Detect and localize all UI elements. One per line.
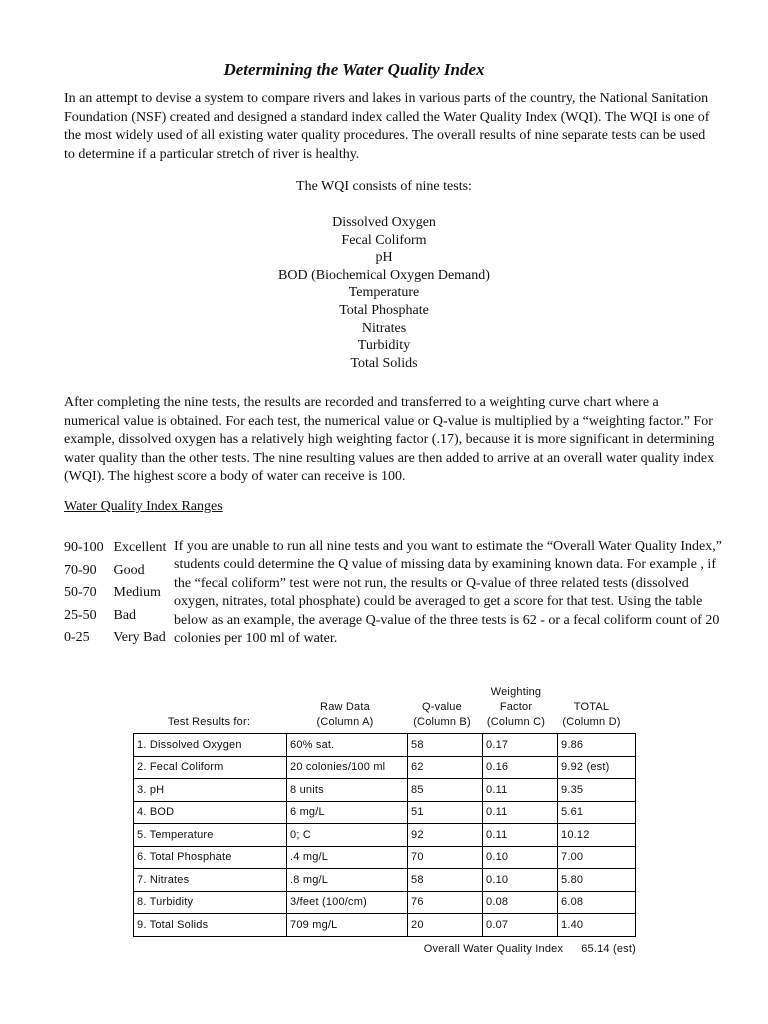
test-item: Turbidity bbox=[357, 338, 411, 354]
cell-test: 3. pH bbox=[134, 779, 287, 802]
range-label: Medium bbox=[113, 585, 161, 600]
estimate-paragraph: If you are unable to run all nine tests and you want to estimate the “Overall Water Quality Index,” students could determine the Q value of missing data by examining known data. For example , if the “fecal coliform” test were not run, the results or Q-value of three related tests (dissolved oxygen, nitrates, total phosphate) could be averaged to get a score for that test. Using the table below as an example, the average Q-value of the three tests is 62 - or a fecal coliform count of 20 colonies per 100 ml of water. bbox=[174, 539, 722, 647]
header-raw-column: (Column A) bbox=[316, 716, 374, 728]
tests-list bbox=[0, 214, 768, 372]
range-label: Good bbox=[113, 562, 145, 578]
cell-test: 5. Temperature bbox=[134, 824, 287, 847]
weighting-paragraph: After completing the nine tests, the results are recorded and transferred to a weighting curve chart where a numerical value is obtained. For each test, the numerical value or Q-value is multiplied by a “weighting factor.” For example, dissolved oxygen has a relatively high weighting factor (.17), because it is more significant in determining water quality than the other tests. The nine resulting values are then added to arrive at an overall water quality index (WQI). The highest score a body of water can receive is 100. bbox=[64, 395, 715, 484]
test-item: Total Solids bbox=[350, 355, 418, 371]
cell-weight: 0.16 bbox=[483, 756, 558, 779]
test-item: Fecal Coliform bbox=[341, 232, 427, 248]
cell-total: 6.08 bbox=[558, 891, 636, 914]
range-row bbox=[64, 608, 166, 631]
range-label: Very Bad bbox=[113, 630, 166, 645]
cell-raw: 709 mg/L bbox=[287, 914, 408, 937]
ranges-list bbox=[64, 540, 166, 653]
cell-raw: 6 mg/L bbox=[287, 801, 408, 824]
cell-weight: 0.07 bbox=[483, 914, 558, 937]
range-value: 70-90 bbox=[64, 562, 97, 578]
cell-weight: 0.17 bbox=[483, 734, 558, 757]
cell-weight: 0.08 bbox=[483, 891, 558, 914]
cell-weight: 0.10 bbox=[483, 869, 558, 892]
cell-q: 62 bbox=[408, 756, 483, 779]
test-item: pH bbox=[375, 250, 393, 266]
cell-q: 85 bbox=[408, 779, 483, 802]
range-label: Excellent bbox=[113, 540, 167, 555]
cell-q: 58 bbox=[408, 734, 483, 757]
cell-raw: .4 mg/L bbox=[287, 846, 408, 869]
range-row bbox=[64, 563, 166, 586]
cell-raw: 20 colonies/100 ml bbox=[287, 756, 408, 779]
cell-q: 76 bbox=[408, 891, 483, 914]
cell-weight: 0.11 bbox=[483, 779, 558, 802]
table-row bbox=[134, 824, 636, 847]
range-label: Bad bbox=[113, 607, 137, 623]
table-row bbox=[134, 734, 636, 757]
cell-weight: 0.11 bbox=[483, 801, 558, 824]
ranges-heading: Water Quality Index Ranges bbox=[64, 499, 223, 514]
table-row bbox=[134, 779, 636, 802]
test-item: Dissolved Oxygen bbox=[332, 215, 436, 230]
range-row bbox=[64, 585, 166, 608]
overall-label: Overall Water Quality Index bbox=[423, 943, 564, 955]
cell-total: 10.12 bbox=[558, 824, 636, 847]
test-item: Total Phosphate bbox=[339, 302, 429, 318]
range-row bbox=[64, 540, 166, 563]
header-weight-column: (Column C) bbox=[486, 716, 546, 728]
table-row bbox=[134, 891, 636, 914]
cell-weight: 0.11 bbox=[483, 824, 558, 847]
cell-test: 8. Turbidity bbox=[134, 891, 287, 914]
table-row bbox=[134, 801, 636, 824]
header-raw-title: Raw Data bbox=[320, 701, 370, 713]
cell-raw: .8 mg/L bbox=[287, 869, 408, 892]
header-total-column: (Column D) bbox=[562, 716, 621, 728]
tests-heading: The WQI consists of nine tests: bbox=[296, 179, 472, 194]
cell-q: 70 bbox=[408, 846, 483, 869]
test-item: Nitrates bbox=[361, 320, 407, 336]
range-value: 0-25 bbox=[64, 630, 90, 645]
cell-total: 9.35 bbox=[558, 779, 636, 802]
cell-raw: 8 units bbox=[287, 779, 408, 802]
overall-wqi bbox=[424, 943, 636, 955]
cell-q: 58 bbox=[408, 869, 483, 892]
cell-test: 1. Dissolved Oxygen bbox=[134, 734, 287, 757]
table-row bbox=[134, 846, 636, 869]
cell-total: 1.40 bbox=[558, 914, 636, 937]
cell-q: 92 bbox=[408, 824, 483, 847]
cell-total: 5.61 bbox=[558, 801, 636, 824]
overall-value: 65.14 (est) bbox=[581, 943, 636, 955]
cell-test: 4. BOD bbox=[134, 801, 287, 824]
test-item: BOD (Biochemical Oxygen Demand) bbox=[278, 267, 490, 283]
cell-total: 5.80 bbox=[558, 869, 636, 892]
wqi-table bbox=[133, 683, 636, 955]
test-item: Temperature bbox=[348, 285, 420, 301]
table-row bbox=[134, 756, 636, 779]
intro-paragraph: In an attempt to devise a system to compare rivers and lakes in various parts of the country, the National Sanitation Foundation (NSF) created and designed a standard index called the Water Quality Index (WQI). The WQI is one of the most widely used of all existing water quality procedures. The overall results of nine separate tests can be used to determine if a particular stretch of river is healthy. bbox=[64, 91, 710, 162]
cell-test: 9. Total Solids bbox=[134, 914, 287, 937]
table-row bbox=[134, 914, 636, 937]
cell-test: 6. Total Phosphate bbox=[134, 846, 287, 869]
cell-raw: 3/feet (100/cm) bbox=[287, 891, 408, 914]
cell-q: 20 bbox=[408, 914, 483, 937]
cell-total: 7.00 bbox=[558, 846, 636, 869]
header-test: Test Results for: bbox=[167, 716, 251, 728]
range-value: 25-50 bbox=[64, 607, 97, 623]
header-weight-factor: Factor bbox=[499, 701, 533, 713]
cell-q: 51 bbox=[408, 801, 483, 824]
header-q-title: Q-value bbox=[422, 701, 462, 713]
cell-total: 9.86 bbox=[558, 734, 636, 757]
results-grid bbox=[133, 733, 636, 937]
page-title: Determining the Water Quality Index bbox=[223, 60, 485, 80]
cell-raw: 0; C bbox=[287, 824, 408, 847]
table-row bbox=[134, 869, 636, 892]
cell-test: 2. Fecal Coliform bbox=[134, 756, 287, 779]
header-total-title: TOTAL bbox=[573, 701, 610, 713]
cell-test: 7. Nitrates bbox=[134, 869, 287, 892]
table-header bbox=[133, 683, 636, 733]
cell-raw: 60% sat. bbox=[287, 734, 408, 757]
range-value: 90-100 bbox=[64, 540, 104, 555]
range-value: 50-70 bbox=[64, 585, 97, 600]
cell-weight: 0.10 bbox=[483, 846, 558, 869]
header-q-column: (Column B) bbox=[413, 716, 471, 728]
cell-total: 9.92 (est) bbox=[558, 756, 636, 779]
header-weight-title: Weighting bbox=[490, 686, 542, 698]
range-row bbox=[64, 630, 166, 653]
